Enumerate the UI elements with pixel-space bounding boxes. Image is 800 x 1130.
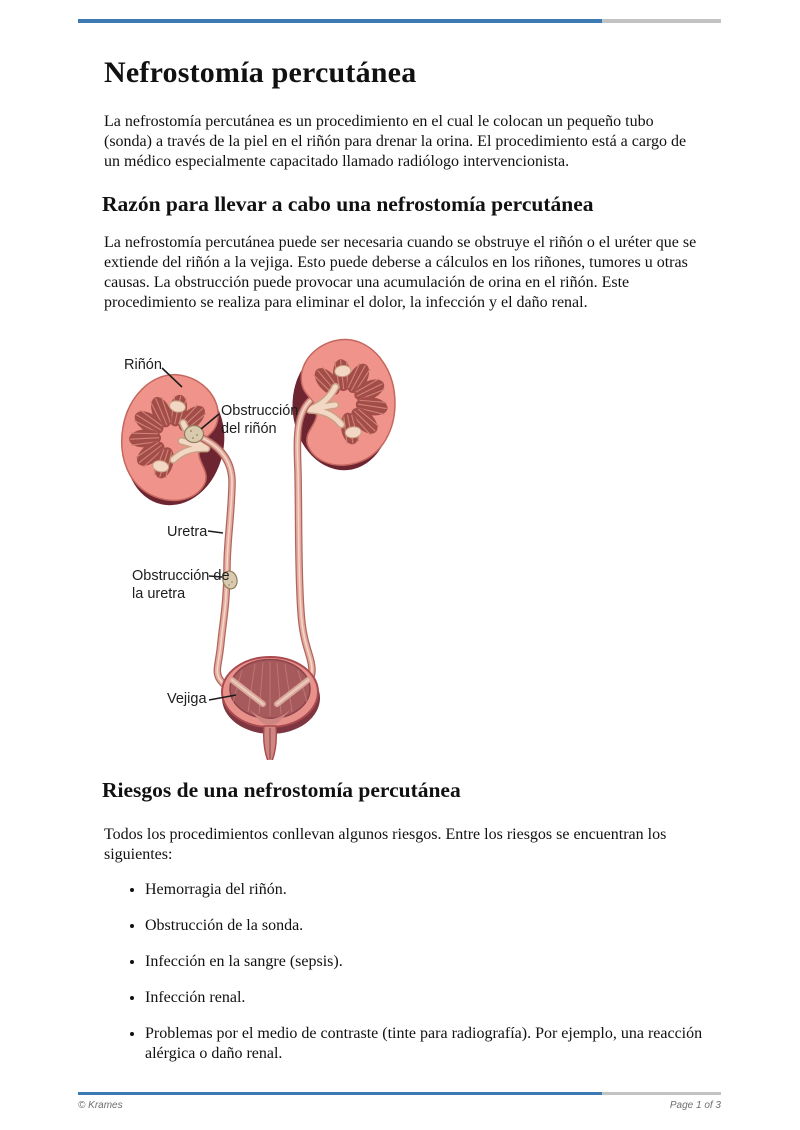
urinary-tract-figure [105, 330, 425, 760]
header-rule-blue-segment [78, 19, 602, 23]
kidney-stone-graphic [185, 426, 204, 443]
footer-copyright: © Krames [78, 1100, 123, 1111]
ureter-label: Uretra [167, 524, 208, 540]
footer-rule-blue-segment [78, 1092, 602, 1095]
ureters-graphic [198, 400, 312, 693]
risk-list-item: • Infección renal. [145, 988, 704, 1008]
risk-list-item: • Infección en la sangre (sepsis). [145, 952, 704, 972]
risks-heading: Riesgos de una nefrostomía percutánea [102, 778, 461, 802]
footer-page-number: Page 1 of 3 [669, 1100, 721, 1111]
kidney-label: Riñón [124, 357, 162, 373]
footer-rule [78, 1092, 721, 1095]
header-rule [78, 19, 721, 23]
risk-list-item: • Hemorragia del riñón. [145, 880, 704, 900]
footer-rule-gray-segment [602, 1092, 721, 1095]
risk-list [104, 880, 704, 1080]
header-rule-gray-segment [602, 19, 721, 23]
ureter-obstruction-label: Obstrucción de la uretra [132, 568, 230, 602]
page-title: Nefrostomía percutánea [104, 56, 417, 89]
anatomy-illustration [105, 330, 425, 760]
left-kidney-graphic [109, 366, 237, 515]
risks-paragraph: Todos los procedimientos conllevan algunos riesgos. Entre los riesgos se encuentran los siguientes: [104, 826, 667, 863]
reason-heading: Razón para llevar a cabo una nefrostomía percutánea [102, 192, 594, 216]
intro-paragraph: La nefrostomía percutánea es un procedimiento en el cual le colocan un pequeño tubo (sonda) a través de la piel en el riñón para drenar la orina. El procedimiento está a cargo de un médico especialmente capacitado llamado radiólogo intervencionista. [104, 113, 687, 170]
reason-paragraph: La nefrostomía percutánea puede ser necesaria cuando se obstruye el riñón o el uréter que se extiende del riñón a la vejiga. Esto puede deberse a cálculos en los riñones, tumores u otras causas. La obstrucción puede provocar una acumulación de orina en el riñón. Este procedimiento se realiza para eliminar el dolor, la infección y el daño renal. [104, 234, 697, 311]
risk-list-item: • Problemas por el medio de contraste (tinte para radiografía). Por ejemplo, una reacción alérgica o daño renal. [145, 1024, 704, 1064]
kidney-obstruction-label: Obstrucción del riñón [221, 403, 299, 437]
bladder-graphic [222, 657, 320, 760]
bladder-label: Vejiga [167, 691, 207, 707]
risk-list-item: • Obstrucción de la sonda. [145, 916, 704, 936]
